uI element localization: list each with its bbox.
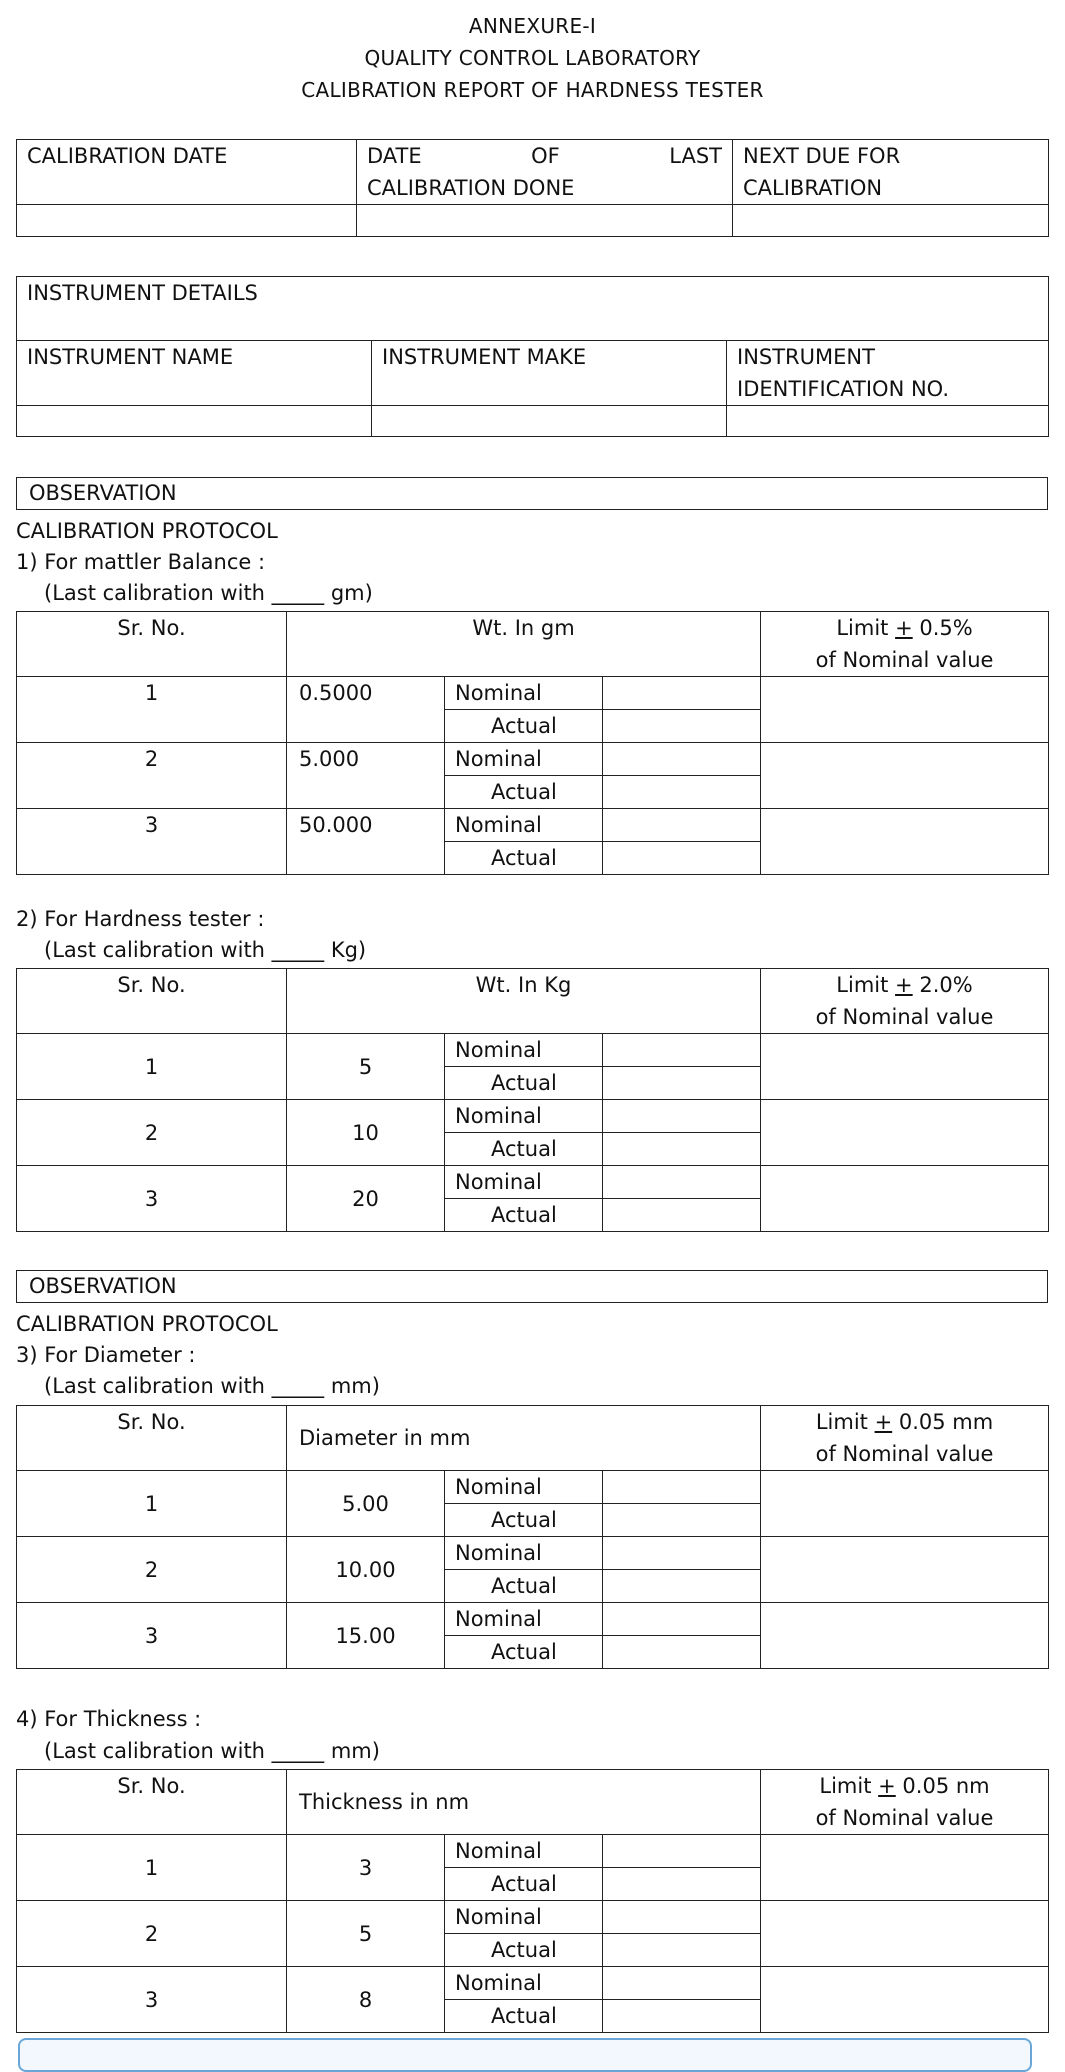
sr-no-cell: 1: [17, 677, 287, 743]
limit-result-cell[interactable]: [761, 743, 1049, 809]
thickness-header: Thickness in nm: [287, 1770, 761, 1835]
actual-label: Actual: [445, 1133, 603, 1166]
limit-result-cell[interactable]: [761, 1471, 1049, 1537]
diameter-header: Diameter in mm: [287, 1406, 761, 1471]
limit-result-cell[interactable]: [761, 1901, 1049, 1967]
observation-label: OBSERVATION: [29, 1274, 177, 1298]
sr-no-cell: 2: [17, 1537, 287, 1603]
sr-no-cell: 3: [17, 809, 287, 875]
calibration-dates-table: [16, 139, 1049, 237]
sr-no-cell: 3: [17, 1603, 287, 1669]
actual-value-cell[interactable]: [603, 1067, 761, 1100]
actual-label: Actual: [445, 710, 603, 743]
limit-result-cell[interactable]: [761, 1537, 1049, 1603]
calibration-date-cell[interactable]: [17, 205, 357, 237]
observation-box: [16, 477, 1048, 510]
nominal-value-cell[interactable]: [603, 1537, 761, 1570]
standard-value-cell: 5: [287, 1901, 445, 1967]
nominal-label: Nominal: [445, 1471, 603, 1504]
actual-value-cell[interactable]: [603, 2000, 761, 2033]
observation-label: OBSERVATION: [29, 481, 177, 505]
instrument-name-cell[interactable]: [17, 406, 372, 437]
next-due-header: NEXT DUE FOR CALIBRATION: [733, 140, 1049, 205]
bottom-panel-edge: [18, 2038, 1032, 2072]
sr-no-cell: 1: [17, 1471, 287, 1537]
last-calibration-word-1: DATE: [367, 144, 422, 168]
nominal-label: Nominal: [445, 1603, 603, 1636]
nominal-value-cell[interactable]: [603, 1603, 761, 1636]
nominal-label: Nominal: [445, 1537, 603, 1570]
limit-value: 0.05 nm: [902, 1774, 990, 1798]
sr-no-header: Sr. No.: [17, 1406, 287, 1471]
actual-label: Actual: [445, 1570, 603, 1603]
actual-label: Actual: [445, 2000, 603, 2033]
standard-value-cell: 5.000: [287, 743, 445, 809]
report-header: [0, 10, 1065, 106]
plus-minus-sign: +: [874, 1410, 893, 1434]
nominal-label: Nominal: [445, 809, 603, 842]
plus-minus-sign: +: [878, 1774, 896, 1798]
nominal-label: Nominal: [445, 1166, 603, 1199]
standard-value-cell: 20: [287, 1166, 445, 1232]
observation-box: [16, 1270, 1048, 1303]
sr-no-cell: 1: [17, 1835, 287, 1901]
sr-no-cell: 2: [17, 1901, 287, 1967]
actual-label: Actual: [445, 1199, 603, 1232]
report-title: CALIBRATION REPORT OF HARDNESS TESTER: [301, 78, 764, 102]
nominal-value-cell[interactable]: [603, 1166, 761, 1199]
limit-suffix: of Nominal value: [815, 648, 994, 672]
limit-result-cell[interactable]: [761, 1100, 1049, 1166]
limit-result-cell[interactable]: [761, 1835, 1049, 1901]
limit-prefix: Limit: [836, 616, 889, 640]
limit-header: [761, 1770, 1049, 1835]
actual-value-cell[interactable]: [603, 1934, 761, 1967]
next-due-cell[interactable]: [733, 205, 1049, 237]
actual-label: Actual: [445, 1934, 603, 1967]
limit-value: 0.5%: [919, 616, 973, 640]
section-title: 4) For Thickness :: [16, 1707, 202, 1731]
instrument-id-header: INSTRUMENT IDENTIFICATION NO.: [727, 341, 1049, 406]
instrument-make-cell[interactable]: [372, 406, 727, 437]
nominal-label: Nominal: [445, 1100, 603, 1133]
last-calibration-header: [357, 140, 733, 205]
last-calibration-word-4: CALIBRATION DONE: [367, 176, 575, 200]
actual-value-cell[interactable]: [603, 1636, 761, 1669]
actual-value-cell[interactable]: [603, 1504, 761, 1537]
limit-value: 0.05 mm: [898, 1410, 994, 1434]
actual-value-cell[interactable]: [603, 776, 761, 809]
nominal-value-cell[interactable]: [603, 1034, 761, 1067]
nominal-value-cell[interactable]: [603, 1471, 761, 1504]
hardness-table: [16, 968, 1049, 1232]
limit-result-cell[interactable]: [761, 1967, 1049, 2033]
limit-result-cell[interactable]: [761, 809, 1049, 875]
actual-label: Actual: [445, 1868, 603, 1901]
actual-value-cell[interactable]: [603, 1133, 761, 1166]
actual-value-cell[interactable]: [603, 1199, 761, 1232]
nominal-value-cell[interactable]: [603, 809, 761, 842]
limit-prefix: Limit: [819, 1774, 872, 1798]
limit-suffix: of Nominal value: [815, 1005, 994, 1029]
section-subtitle: (Last calibration with _____ gm): [44, 581, 373, 605]
actual-value-cell[interactable]: [603, 710, 761, 743]
limit-result-cell[interactable]: [761, 1603, 1049, 1669]
standard-value-cell: 15.00: [287, 1603, 445, 1669]
sr-no-cell: 2: [17, 743, 287, 809]
last-calibration-word-3: LAST: [669, 144, 722, 168]
actual-value-cell[interactable]: [603, 842, 761, 875]
nominal-value-cell[interactable]: [603, 1835, 761, 1868]
section-title: 2) For Hardness tester :: [16, 907, 265, 931]
sr-no-cell: 1: [17, 1034, 287, 1100]
limit-header: [761, 612, 1049, 677]
section-subtitle: (Last calibration with _____ mm): [44, 1739, 380, 1763]
nominal-value-cell[interactable]: [603, 743, 761, 776]
standard-value-cell: 10: [287, 1100, 445, 1166]
sr-no-cell: 3: [17, 1967, 287, 2033]
limit-suffix: of Nominal value: [815, 1806, 994, 1830]
last-calibration-word-2: OF: [531, 144, 560, 168]
sr-no-header: Sr. No.: [17, 612, 287, 677]
sr-no-header: Sr. No.: [17, 1770, 287, 1835]
limit-result-cell[interactable]: [761, 1166, 1049, 1232]
nominal-label: Nominal: [445, 1835, 603, 1868]
limit-header: [761, 1406, 1049, 1471]
section-title: 1) For mattler Balance :: [16, 550, 266, 574]
limit-header: [761, 969, 1049, 1034]
limit-prefix: Limit: [815, 1410, 868, 1434]
nominal-label: Nominal: [445, 1967, 603, 2000]
section-subtitle: (Last calibration with _____ mm): [44, 1374, 380, 1398]
standard-value-cell: 0.5000: [287, 677, 445, 743]
nominal-value-cell[interactable]: [603, 1100, 761, 1133]
nominal-label: Nominal: [445, 677, 603, 710]
sr-no-cell: 2: [17, 1100, 287, 1166]
nominal-value-cell[interactable]: [603, 677, 761, 710]
protocol-label: CALIBRATION PROTOCOL: [16, 1312, 278, 1336]
instrument-make-header: INSTRUMENT MAKE: [372, 341, 727, 406]
standard-value-cell: 5.00: [287, 1471, 445, 1537]
limit-result-cell[interactable]: [761, 1034, 1049, 1100]
actual-label: Actual: [445, 1636, 603, 1669]
balance-table: [16, 611, 1049, 875]
actual-value-cell[interactable]: [603, 1570, 761, 1603]
limit-prefix: Limit: [836, 973, 889, 997]
nominal-label: Nominal: [445, 743, 603, 776]
section-subtitle: (Last calibration with _____ Kg): [44, 938, 367, 962]
nominal-label: Nominal: [445, 1034, 603, 1067]
thickness-table: [16, 1769, 1049, 2033]
nominal-label: Nominal: [445, 1901, 603, 1934]
calibration-date-header: CALIBRATION DATE: [17, 140, 357, 205]
nominal-value-cell[interactable]: [603, 1901, 761, 1934]
last-calibration-cell[interactable]: [357, 205, 733, 237]
plus-minus-sign: +: [895, 616, 913, 640]
diameter-table: [16, 1405, 1049, 1669]
annexure-title: ANNEXURE-I: [468, 14, 597, 38]
standard-value-cell: 5: [287, 1034, 445, 1100]
standard-value-cell: 10.00: [287, 1537, 445, 1603]
actual-label: Actual: [445, 776, 603, 809]
actual-label: Actual: [445, 1504, 603, 1537]
limit-value: 2.0%: [919, 973, 973, 997]
sr-no-cell: 3: [17, 1166, 287, 1232]
actual-value-cell[interactable]: [603, 1868, 761, 1901]
protocol-label: CALIBRATION PROTOCOL: [16, 519, 278, 543]
limit-suffix: of Nominal value: [815, 1442, 994, 1466]
instrument-name-header: INSTRUMENT NAME: [17, 341, 372, 406]
plus-minus-sign: +: [895, 973, 913, 997]
lab-title: QUALITY CONTROL LABORATORY: [364, 46, 701, 70]
standard-value-cell: 3: [287, 1835, 445, 1901]
limit-result-cell[interactable]: [761, 677, 1049, 743]
instrument-details-table: [16, 276, 1049, 437]
standard-value-cell: 8: [287, 1967, 445, 2033]
actual-label: Actual: [445, 842, 603, 875]
section-title: 3) For Diameter :: [16, 1343, 196, 1367]
actual-label: Actual: [445, 1067, 603, 1100]
sr-no-header: Sr. No.: [17, 969, 287, 1034]
weight-header: Wt. In gm: [287, 612, 761, 677]
weight-header: Wt. In Kg: [287, 969, 761, 1034]
instrument-id-cell[interactable]: [727, 406, 1049, 437]
instrument-details-title: INSTRUMENT DETAILS: [17, 277, 1049, 341]
nominal-value-cell[interactable]: [603, 1967, 761, 2000]
standard-value-cell: 50.000: [287, 809, 445, 875]
